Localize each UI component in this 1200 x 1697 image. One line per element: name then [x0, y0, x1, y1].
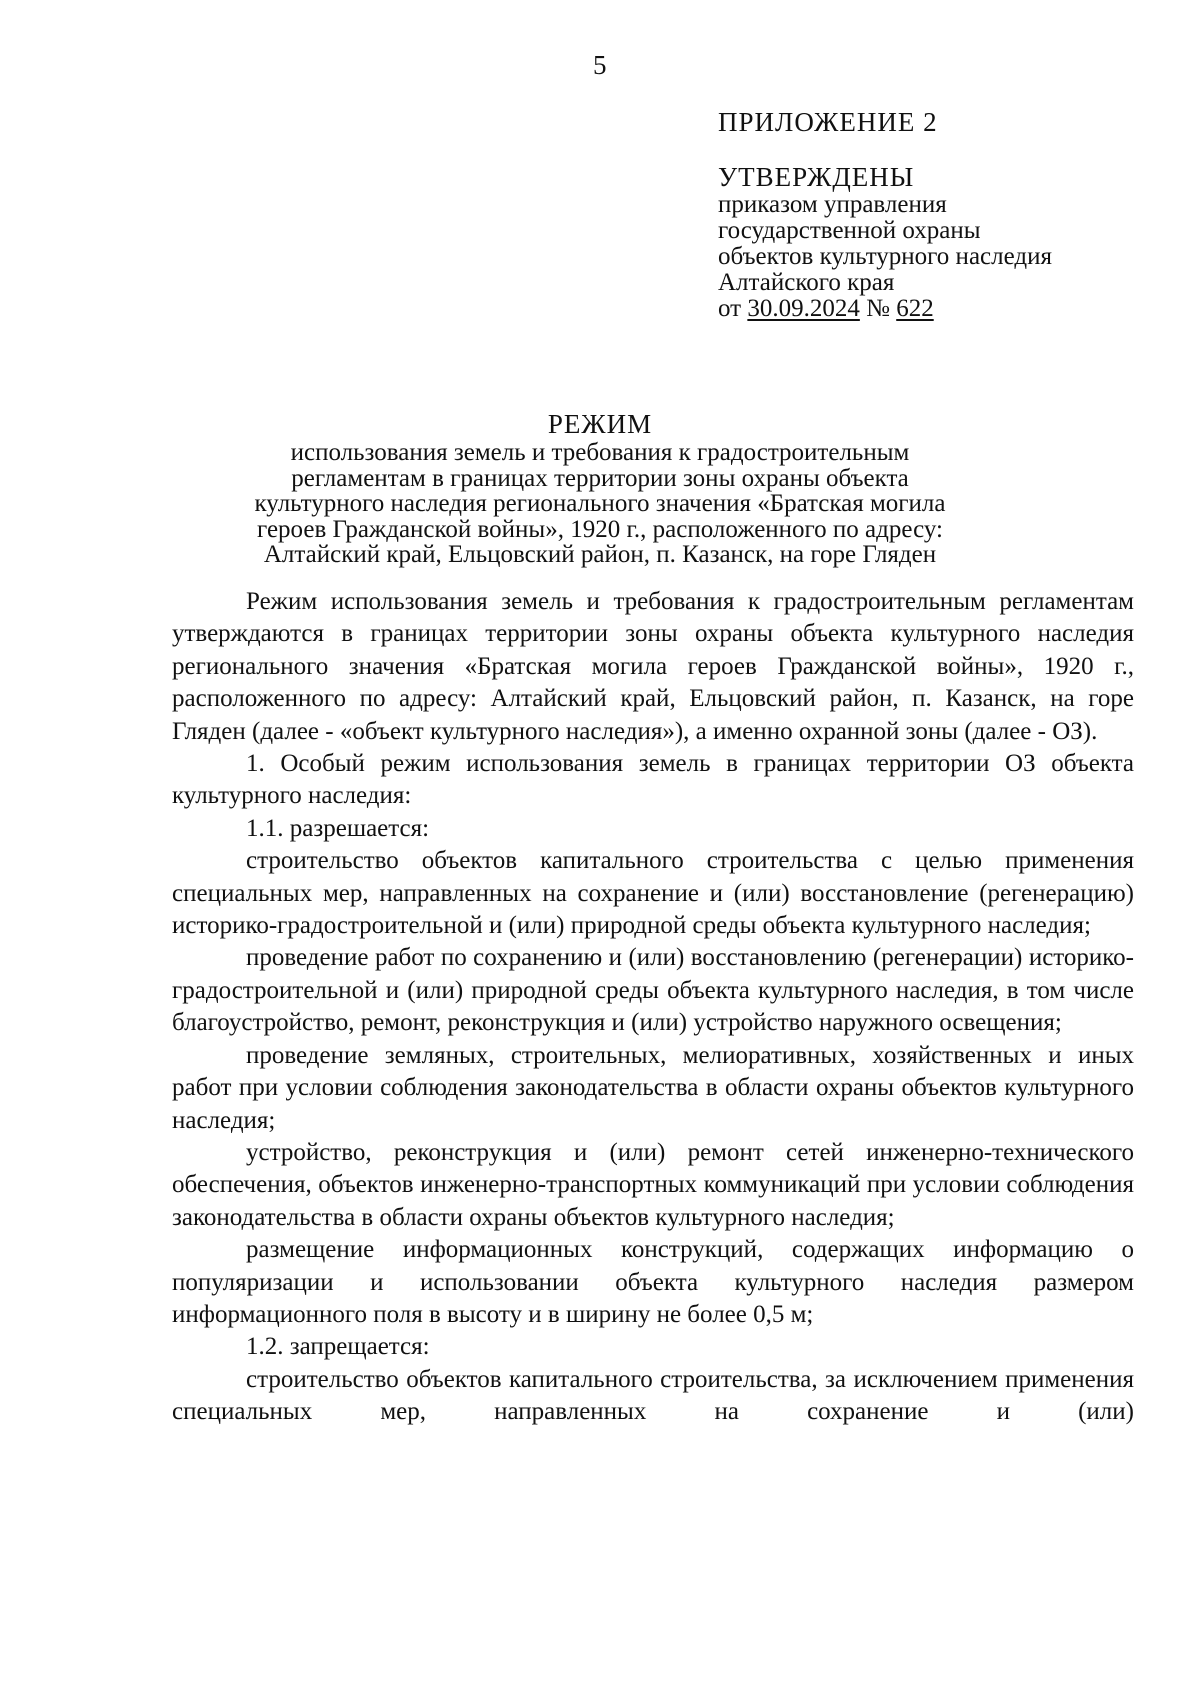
- approval-block: [718, 104, 1178, 322]
- order-number: 622: [896, 295, 934, 322]
- body-paragraph: размещение информационных конструкций, содержащих информацию о популяризации и использовании объекта культурного наследия размером информационного поля в высоту и в ширину не более 0,5 м;: [172, 1236, 1134, 1328]
- body-paragraph: строительство объектов капитального строительства с целью применения специальных мер, направленных на сохранение и (или) восстановление (регенерацию) историко-градостроительной и (или) природной среды объекта культурного наследия;: [172, 847, 1134, 940]
- body-paragraph: устройство, реконструкция и (или) ремонт сетей инженерно-технического обеспечения, объектов инженерно-транспортных коммуникаций при условии соблюдения законодательства в области охраны объектов культурного наследия;: [172, 1138, 1134, 1231]
- body-paragraph: проведение работ по сохранению и (или) восстановлению (регенерации) историко-градостроительной и (или) природной среды объекта культурного наследия, в том числе благоустройство, ремонт, реконструкция и (или) устройство наружного освещения;: [172, 944, 1134, 1037]
- approval-date-line: [718, 296, 1178, 322]
- title-block: [0, 408, 1200, 568]
- document-body: [172, 586, 1134, 1429]
- body-paragraph: 1.1. разрешается:: [246, 814, 430, 842]
- body-paragraph: 1. Особый режим использования земель в границах территории ОЗ объекта культурного наследия:: [172, 750, 1134, 810]
- body-paragraph: Режим использования земель и требования к градостроительным регламентам утверждаются в границах территории зоны охраны объекта культурного наследия регионального значения «Братская могила героев Гражданской войны», 1920 г., расположенного по адресу: Алтайский край, Ельцовский район, п. Казанск, на горе Гляден (далее - «объект культурного наследия»), а именно охранной зоны (далее - ОЗ).: [172, 588, 1134, 745]
- body-paragraph: проведение земляных, строительных, мелиоративных, хозяйственных и иных работ при условии соблюдения законодательства в области охраны объектов культурного наследия;: [172, 1041, 1134, 1134]
- approval-line: государственной охраны: [718, 217, 981, 244]
- document-title: РЕЖИМ: [547, 409, 653, 439]
- order-date: 30.09.2024: [747, 295, 860, 322]
- subtitle-line: культурного наследия регионального значения «Братская могила: [254, 490, 946, 518]
- subtitle-line: Алтайский край, Ельцовский район, п. Казанск, на горе Гляден: [263, 541, 937, 569]
- approval-line: объектов культурного наследия: [718, 243, 1052, 270]
- approved-label: УТВЕРЖДЕНЫ: [718, 162, 915, 192]
- subtitle-line: регламентам в границах территории зоны охраны объекта: [291, 464, 909, 492]
- subtitle-line: использования земель и требования к градостроительным: [290, 439, 910, 466]
- page-number: 5: [593, 50, 607, 80]
- body-paragraph: строительство объектов капитального строительства, за исключением применения специальных мер, направленных на сохранение и (или): [172, 1365, 1134, 1426]
- subtitle-line: героев Гражданской войны», 1920 г., расположенного по адресу:: [257, 515, 943, 543]
- date-prefix: от: [718, 295, 748, 322]
- annex-label: ПРИЛОЖЕНИЕ 2: [718, 107, 938, 137]
- approval-line: Алтайского края: [718, 269, 895, 296]
- number-sign: №: [859, 295, 897, 322]
- body-paragraph: 1.2. запрещается:: [246, 1333, 430, 1361]
- approval-line: приказом управления: [718, 191, 947, 218]
